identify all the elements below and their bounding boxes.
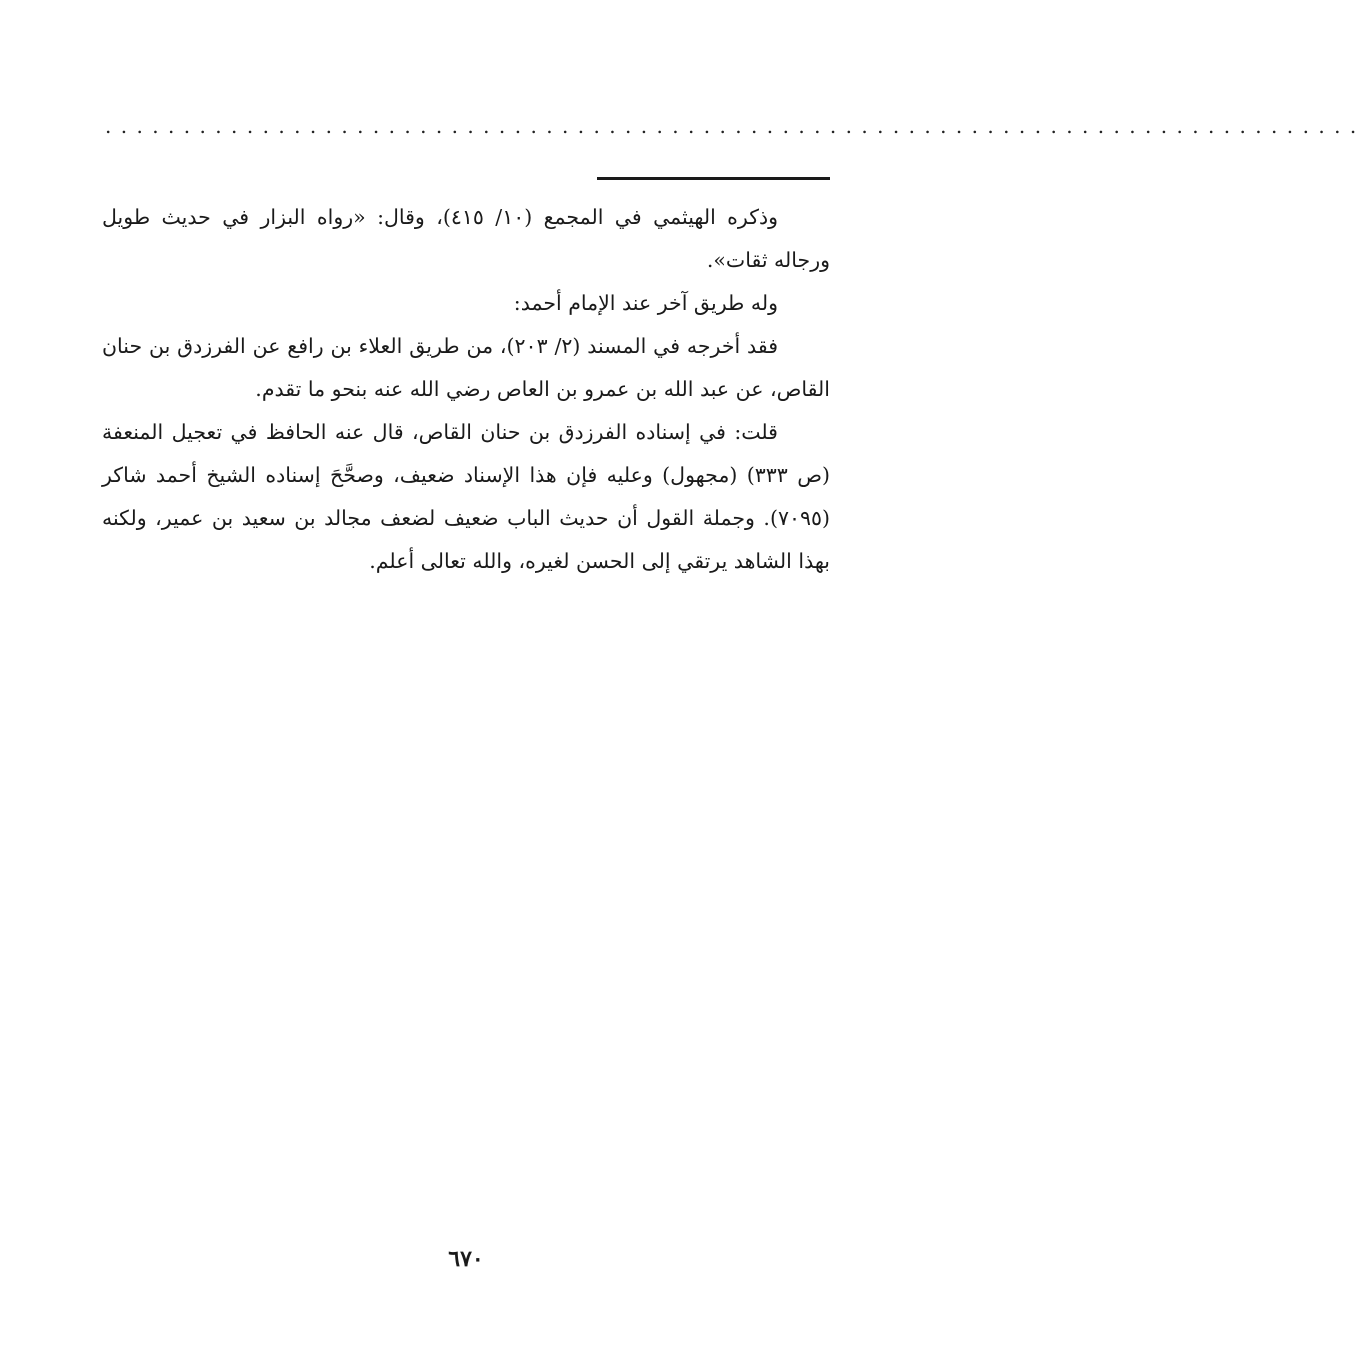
paragraph-another-route: وله طريق آخر عند الإمام أحمد: bbox=[513, 291, 778, 315]
dotted-separator: ................................................................................ bbox=[105, 114, 1366, 138]
footnote-rule bbox=[597, 177, 830, 180]
page-number: ٦٧٠ bbox=[448, 1246, 484, 1272]
footnote-text bbox=[102, 196, 830, 583]
paragraph-musnad: فقد أخرجه في المسند (٢/ ٢٠٣)، من طريق العلاء بن رافع عن الفرزدق بن حنان القاص، عن عبد الله بن عمرو بن العاص رضي الله عنه بنحو ما تقدم. bbox=[102, 334, 830, 401]
paragraph-haythami: وذكره الهيثمي في المجمع (١٠/ ٤١٥)، وقال: «رواه البزار في حديث طويل ورجاله ثقات». bbox=[102, 205, 830, 272]
paragraph-verdict: قلت: في إسناده الفرزدق بن حنان القاص، قال عنه الحافظ في تعجيل المنعفة (ص ٣٣٣) (مجهول) وعليه فإن هذا الإسناد ضعيف، وصحَّحَ إسناده الشيخ أحمد شاكر (٧٠٩٥). وجملة القول أن حديث الباب ضعيف لضعف مجالد بن سعيد بن عمير، ولكنه بهذا الشاهد يرتقي إلى الحسن لغيره، والله تعالى أعلم. bbox=[102, 420, 830, 573]
